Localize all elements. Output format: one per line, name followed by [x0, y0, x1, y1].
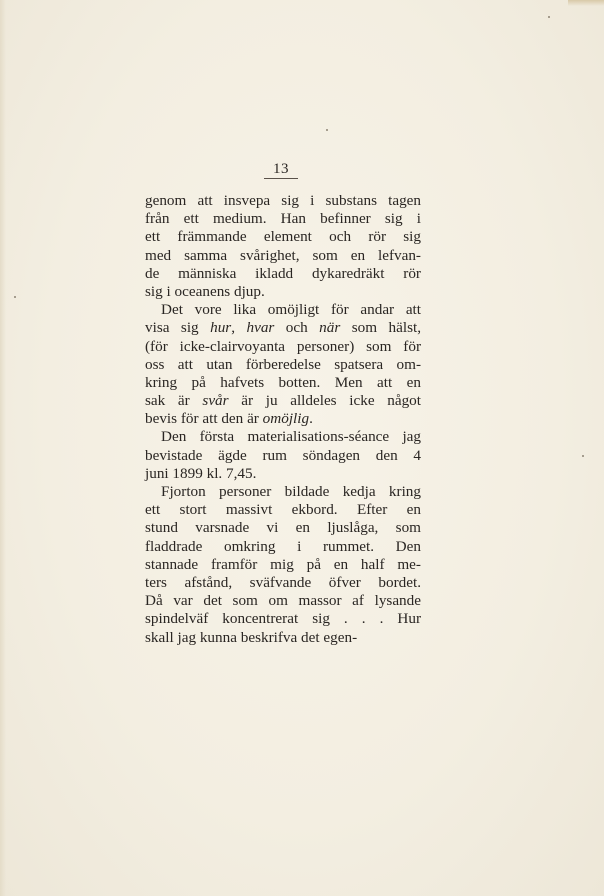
text-line: från ett medium. Han befinner sig i — [145, 210, 421, 228]
paper-speck — [14, 296, 16, 298]
text-line: ett stort massivt ekbord. Efter en — [145, 501, 421, 519]
text-line: visa sig hur, hvar och när som hälst, — [145, 319, 421, 337]
text-line: Fjorton personer bildade kedja kring — [161, 483, 421, 500]
italic-emphasis: omöjlig — [262, 410, 310, 428]
text-line: Det vore lika omöjligt för andar att — [161, 301, 421, 319]
text-line: sak är svår är ju alldeles icke något — [145, 392, 421, 410]
text-line: sig i oceanens djup. — [145, 282, 265, 300]
paper-speck — [582, 455, 584, 457]
text-line: Då var det som om massor af lysande — [145, 592, 421, 610]
text-line: skall jag kunna beskrifva det egen- — [145, 628, 358, 646]
text-line: med samma svårighet, som en lefvan- — [145, 246, 421, 264]
page-edge-shadow — [0, 0, 6, 896]
paper-speck — [548, 16, 550, 18]
text-line: spindelväf koncentrerat sig . . . Hur — [145, 610, 421, 628]
page-number-underline — [264, 178, 298, 179]
text-line: bevis för att den är omöjlig. — [145, 410, 313, 428]
page-number: 13 — [273, 161, 289, 177]
text-line: stannade framför mig på en half me- — [145, 555, 421, 573]
text-line: ett främmande element och rör sig — [145, 228, 421, 246]
text-line: stund varsnade vi en ljuslåga, som — [145, 519, 421, 537]
page-corner-stain — [568, 0, 604, 6]
italic-emphasis: hur — [210, 319, 232, 337]
text-line: kring på hafvets botten. Men att en — [145, 373, 421, 391]
text-line: genom att insvepa sig i substans tagen — [145, 192, 421, 209]
text-line: bevistade ägde rum söndagen den 4 — [145, 446, 421, 464]
italic-emphasis: svår — [202, 392, 229, 410]
body-text — [145, 192, 421, 647]
text-line: fladdrade omkring i rummet. Den — [145, 537, 421, 555]
text-line: ters afstånd, sväfvande öfver bordet. — [145, 573, 421, 591]
text-line: (för icke-clairvoyanta personer) som för — [145, 337, 421, 355]
text-line: de människa ikladd dykaredräkt rör — [145, 264, 421, 282]
italic-emphasis: när — [319, 319, 341, 337]
paper-speck — [326, 129, 328, 131]
text-line: Den första materialisations-séance jag — [161, 428, 421, 446]
text-line: juni 1899 kl. 7,45. — [145, 464, 257, 482]
italic-emphasis: hvar — [246, 319, 275, 337]
text-line: oss att utan förberedelse spatsera om- — [145, 355, 421, 373]
